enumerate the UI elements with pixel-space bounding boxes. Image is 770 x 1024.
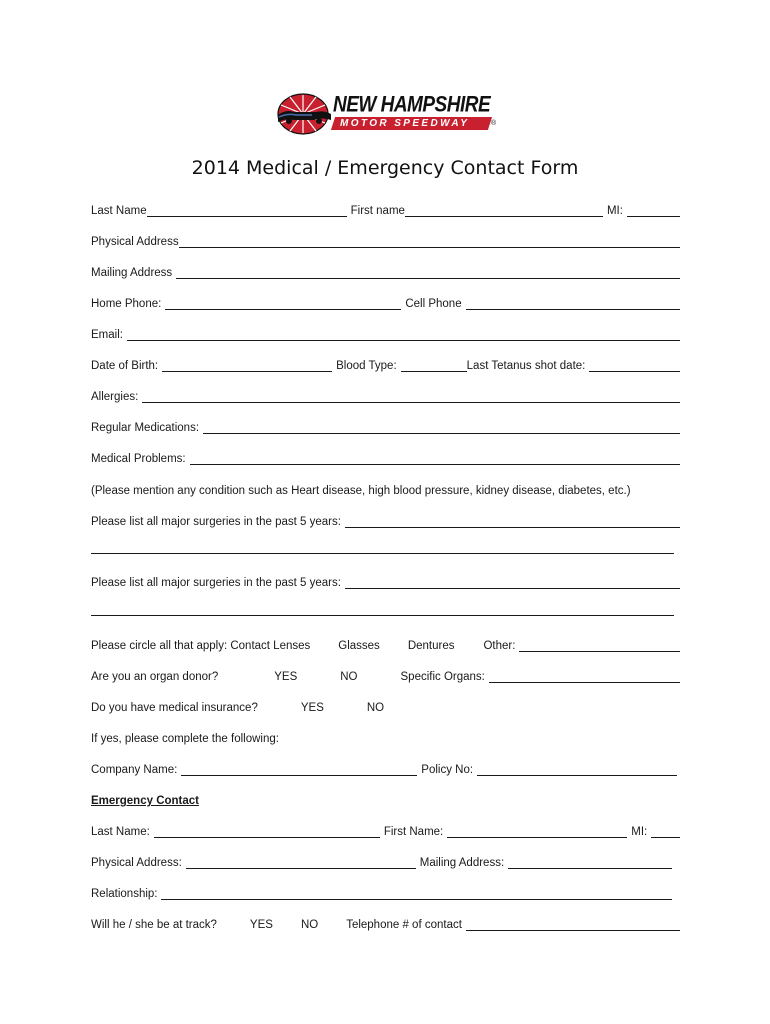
company-name-field[interactable] [181,763,417,776]
surgeries-line-2b[interactable] [91,615,674,616]
row-company [91,758,680,776]
medical-problems-label: Medical Problems: [91,453,186,465]
row-ec-at-track [91,913,680,931]
ec-physical-address-label: Physical Address: [91,857,182,869]
ec-relationship-field[interactable] [161,887,672,900]
row-name [91,199,680,217]
ec-first-name-field[interactable] [447,825,627,838]
nhms-logo [276,93,498,135]
surgeries-line-1b[interactable] [91,553,674,554]
physical-address-field[interactable] [179,235,680,248]
insurance-no[interactable]: NO [366,702,385,714]
row-physical-address [91,230,680,248]
logo-subtitle: MOTOR SPEEDWAY [340,118,470,129]
allergies-field[interactable] [142,390,680,403]
row-ec-name [91,820,680,838]
organ-donor-yes[interactable]: YES [274,671,298,683]
other-label: Other: [483,640,516,652]
row-surgeries-2 [91,571,680,589]
surgeries-field-2[interactable] [345,576,680,589]
specific-organs-label: Specific Organs: [400,671,485,683]
last-name-field[interactable] [147,204,347,217]
organ-donor-label: Are you an organ donor? [91,671,219,683]
ec-mailing-address-field[interactable] [508,856,672,869]
speedway-emblem-icon [276,93,332,135]
row-phones [91,292,680,310]
form-title: 2014 Medical / Emergency Contact Form [191,157,579,179]
organ-donor-no[interactable]: NO [340,671,358,683]
surgeries-field-1[interactable] [345,515,680,528]
row-condition-note [91,479,680,497]
ec-mi-field[interactable] [651,825,680,838]
medications-field[interactable] [203,421,680,434]
mailing-address-field[interactable] [176,266,680,279]
first-name-field[interactable] [405,204,603,217]
home-phone-field[interactable] [165,297,401,310]
insurance-label: Do you have medical insurance? [91,702,258,714]
row-medications [91,416,680,434]
row-organ-donor [91,665,680,683]
glasses-option[interactable]: Glasses [338,640,380,652]
dentures-option[interactable]: Dentures [407,640,455,652]
dob-label: Date of Birth: [91,360,159,372]
physical-address-label: Physical Address [91,236,179,248]
specific-organs-field[interactable] [489,670,680,683]
ec-telephone-field[interactable] [466,918,680,931]
condition-note: (Please mention any condition such as Heart disease, high blood pressure, kidney disease, diabetes, etc.) [91,485,631,497]
mi-label: MI: [606,205,623,217]
cell-phone-label: Cell Phone [405,298,462,310]
ec-telephone-label: Telephone # of contact [346,919,462,931]
home-phone-label: Home Phone: [91,298,162,310]
row-insurance [91,696,680,714]
company-name-label: Company Name: [91,764,178,776]
row-email [91,323,680,341]
row-medical-problems [91,447,680,465]
insurance-yes[interactable]: YES [300,702,324,714]
ec-mailing-address-label: Mailing Address: [419,857,505,869]
blood-type-label: Blood Type: [336,360,397,372]
first-name-label: First name [350,205,405,217]
row-dob [91,354,680,372]
mi-field[interactable] [627,204,680,217]
medications-label: Regular Medications: [91,422,200,434]
row-allergies [91,385,680,403]
dob-field[interactable] [162,359,332,372]
blood-type-field[interactable] [401,359,467,372]
circle-apply-label: Please circle all that apply: Contact Lenses [91,640,311,652]
row-ec-address [91,851,680,869]
tetanus-field[interactable] [589,359,680,372]
if-yes-label: If yes, please complete the following: [91,733,279,745]
ec-at-track-yes[interactable]: YES [249,919,273,931]
ec-at-track-no[interactable]: NO [300,919,319,931]
surgeries-label-1: Please list all major surgeries in the past 5 years: [91,516,341,528]
email-label: Email: [91,329,123,341]
cell-phone-field[interactable] [466,297,680,310]
policy-no-field[interactable] [477,763,677,776]
row-emergency-heading [91,789,680,807]
policy-no-label: Policy No: [421,764,474,776]
ec-last-name-label: Last Name: [91,826,150,838]
logo-registered: ® [491,120,497,127]
ec-first-name-label: First Name: [383,826,444,838]
row-if-yes [91,727,680,745]
ec-at-track-label: Will he / she be at track? [91,919,217,931]
row-mailing-address [91,261,680,279]
ec-mi-label: MI: [631,826,648,838]
row-surgeries-1 [91,510,680,528]
medical-problems-field[interactable] [190,452,680,465]
surgeries-label-2: Please list all major surgeries in the past 5 years: [91,577,341,589]
allergies-label: Allergies: [91,391,139,403]
row-ec-relationship [91,882,680,900]
ec-last-name-field[interactable] [154,825,380,838]
other-field[interactable] [519,639,680,652]
emergency-contact-heading: Emergency Contact [91,795,200,807]
mailing-address-label: Mailing Address [91,267,173,279]
logo-name: NEW HAMPSHIRE [333,93,491,118]
row-circle-apply [91,634,680,652]
ec-relationship-label: Relationship: [91,888,158,900]
last-name-label: Last Name [91,205,147,217]
email-field[interactable] [127,328,680,341]
ec-physical-address-field[interactable] [186,856,416,869]
tetanus-label: Last Tetanus shot date: [466,360,586,372]
